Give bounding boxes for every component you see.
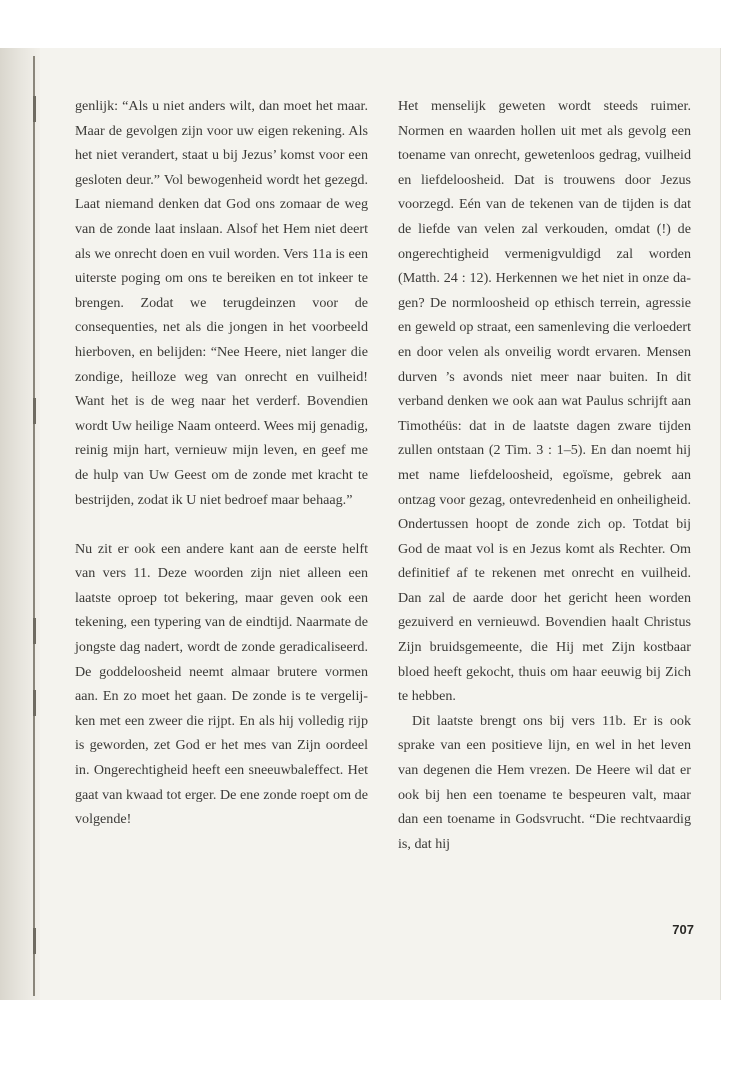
paragraph: genlijk: “Als u niet anders wilt, dan moet het maar. Maar de gevolgen zijn voor uw eigen rekening. Als het niet verandert, staat u bij Jezus’ komst voor een gesloten deur.” Vol bewogenheid wordt het gezegd. Laat niemand denken dat God ons zomaar de weg van de zonde laat inslaan. Alsof het Hem niet deert als we onrecht doen en vuil worden. Vers 11a is een uiterste poging om ons te bereiken en tot inkeer te brengen. Zodat we terugdeinzen voor de consequenties, net als die jongen in het voorbeeld hierboven, en belijden: “Nee Heere, niet langer die zondige, heilloze weg van onrecht en vuilheid! Want het is de weg naar het verderf. Bovendien wordt Uw heilige Naam onteerd. Wees mij genadig, reinig mijn hart, vernieuw mijn leven, en geef me de hulp van Uw Geest om de zonde met kracht te bestrijden, zodat ik U niet bedroef maar behaag.” xyxy=(75,98,368,508)
book-page xyxy=(40,48,721,1000)
paragraph: Het menselijk geweten wordt steeds ruimer. Normen en waarden hollen uit met als gevolg een toename van onrecht, gewetenloos gedrag, vuilheid en liefdeloosheid. Dat is trouwens door Jezus voorzegd. Eén van de tekenen van de tijden is dat de liefde van velen zal verkouden, omdat (!) de ongerechtigheid vermenigvuldigd zal worden (Matth. 24 : 12). Herkennen we het niet in onze dagen? De normloosheid op ethisch terrein, agressie en geweld op straat, een samenleving die verloedert en door velen als onveilig wordt ervaren. Mensen durven ’s avonds niet meer naar buiten. In dit verband denken we ook aan wat Paulus schrijft aan Timothéüs: dat in de laatste dagen zware tijden zullen ontstaan (2 Tim. 3 : 1–5). En dan noemt hij met name liefdeloosheid, egoïsme, gebrek aan ontzag voor gezag, ontevredenheid en onheiligheid. Ondertussen hoopt de zonde zich op. Totdat bij God de maat vol is en Jezus komt als Rechter. Om definitief af te rekenen met onrecht en vuilheid. Dan zal de aarde door het gericht heen worden gezuiverd en vernieuwd. Bovendien haalt Christus Zijn bruidsgemeente, die Hij met Zijn kostbaar bloed heeft gekocht, thuis om haar eeuwig bij Zich te hebben. xyxy=(398,98,691,705)
binding-mark xyxy=(33,618,36,644)
binding-mark xyxy=(33,398,36,424)
binding-mark xyxy=(33,96,36,122)
binding-edge-line xyxy=(33,56,35,996)
page-number: 707 xyxy=(672,922,694,937)
left-text-column xyxy=(75,94,368,832)
binding-mark xyxy=(33,928,36,954)
binding-mark xyxy=(33,690,36,716)
paragraph: Nu zit er ook een andere kant aan de eerste helft van vers 11. Deze woorden zijn niet alleen een laatste oproep tot bekering, maar geven ook een tekening, een typering van de eindtijd. Naarmate de jongste dag nadert, wordt de zonde geradicaliseerd. De goddeloosheid neemt almaar brutere vormen aan. En zo moet het gaan. De zonde is te vergelijken met een zweer die rijpt. En als hij volledig rijp is geworden, zet God er het mes van Zijn oordeel in. Ongerechtigheid heeft een sneeuwbaleffect. Het gaat van kwaad tot erger. De ene zonde roept om de volgende! xyxy=(75,540,368,828)
right-text-column xyxy=(398,94,691,856)
paragraph: Dit laatste brengt ons bij vers 11b. Er is ook sprake van een positieve lijn, en wel in het leven van degenen die Hem vrezen. De Heere wil dat er ook bij hen een toename te bespeuren valt, maar dan een toename in Godsvrucht. “Die rechtvaardig is, dat hij xyxy=(398,712,691,852)
